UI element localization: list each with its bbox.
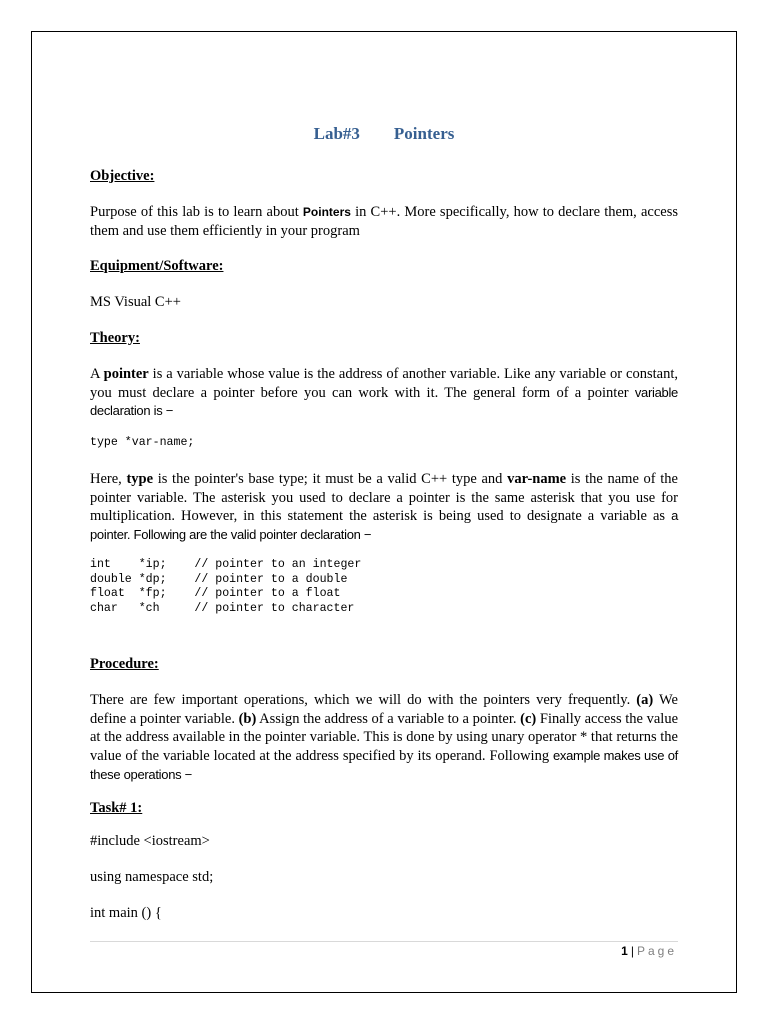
footer-rule xyxy=(90,941,678,942)
code-line: float *fp; // pointer to a float xyxy=(90,587,341,600)
page-title xyxy=(0,124,768,144)
procedure-heading: Procedure: xyxy=(90,656,159,672)
code-line: char *ch // pointer to character xyxy=(90,601,355,615)
procedure-paragraph: There are few important operations, which we will do with the pointers very frequently. (a) We define a pointer variable. (b) Assign the address of a variable to a pointer. (c) Finally access the value at the address available in the pointer variable. This is done by using unary operator * that returns the value of the variable located at the address specified by its operand. Following example makes use of these operations − xyxy=(90,692,679,782)
objective-paragraph: Purpose of this lab is to learn about Pointers in C++. More specifically, how to declare them, access them and use them efficiently in your program xyxy=(90,204,678,239)
theory-heading: Theory: xyxy=(90,330,140,346)
equipment-heading: Equipment/Software: xyxy=(90,258,224,274)
theory-paragraph-1: A pointer is a variable whose value is the address of another variable. Like any variable or constant, you must declare a pointer before you can work with it. The general form of a pointer variable declaration is − xyxy=(90,366,679,419)
theory-paragraph-2: Here, type is the pointer's base type; it must be a valid C++ type and var-name is the name of the pointer variable. The asterisk you used to declare a pointer is the same asterisk that you use for multiplication. However, in this statement the asterisk is being used to designate a variable as a pointer. Following are the valid pointer declaration − xyxy=(90,471,678,543)
title-topic: Pointers xyxy=(393,124,455,143)
objective-heading: Objective: xyxy=(90,168,155,184)
code-line: int *ip; // pointer to an integer xyxy=(90,558,362,571)
task1-line-namespace: using namespace std; xyxy=(90,869,214,885)
title-lab: Lab#3 xyxy=(313,124,360,143)
code-pointer-examples xyxy=(90,558,361,616)
page-number: 1 xyxy=(621,944,628,958)
page-label: Page xyxy=(636,944,677,958)
code-line: double *dp; // pointer to a double xyxy=(90,572,348,586)
footer-separator: | xyxy=(630,944,634,958)
pointers-keyword: Pointers xyxy=(302,205,351,219)
var-name-term: var-name xyxy=(507,471,567,487)
page-footer xyxy=(621,944,677,958)
pointer-term: pointer xyxy=(103,366,149,382)
task1-line-main: int main () { xyxy=(90,905,162,921)
task1-heading: Task# 1: xyxy=(90,800,143,816)
code-declaration-syntax: type *var-name; xyxy=(90,436,195,449)
equipment-text: MS Visual C++ xyxy=(90,294,181,310)
type-term: type xyxy=(126,471,154,487)
task1-line-include: #include <iostream> xyxy=(90,833,210,849)
